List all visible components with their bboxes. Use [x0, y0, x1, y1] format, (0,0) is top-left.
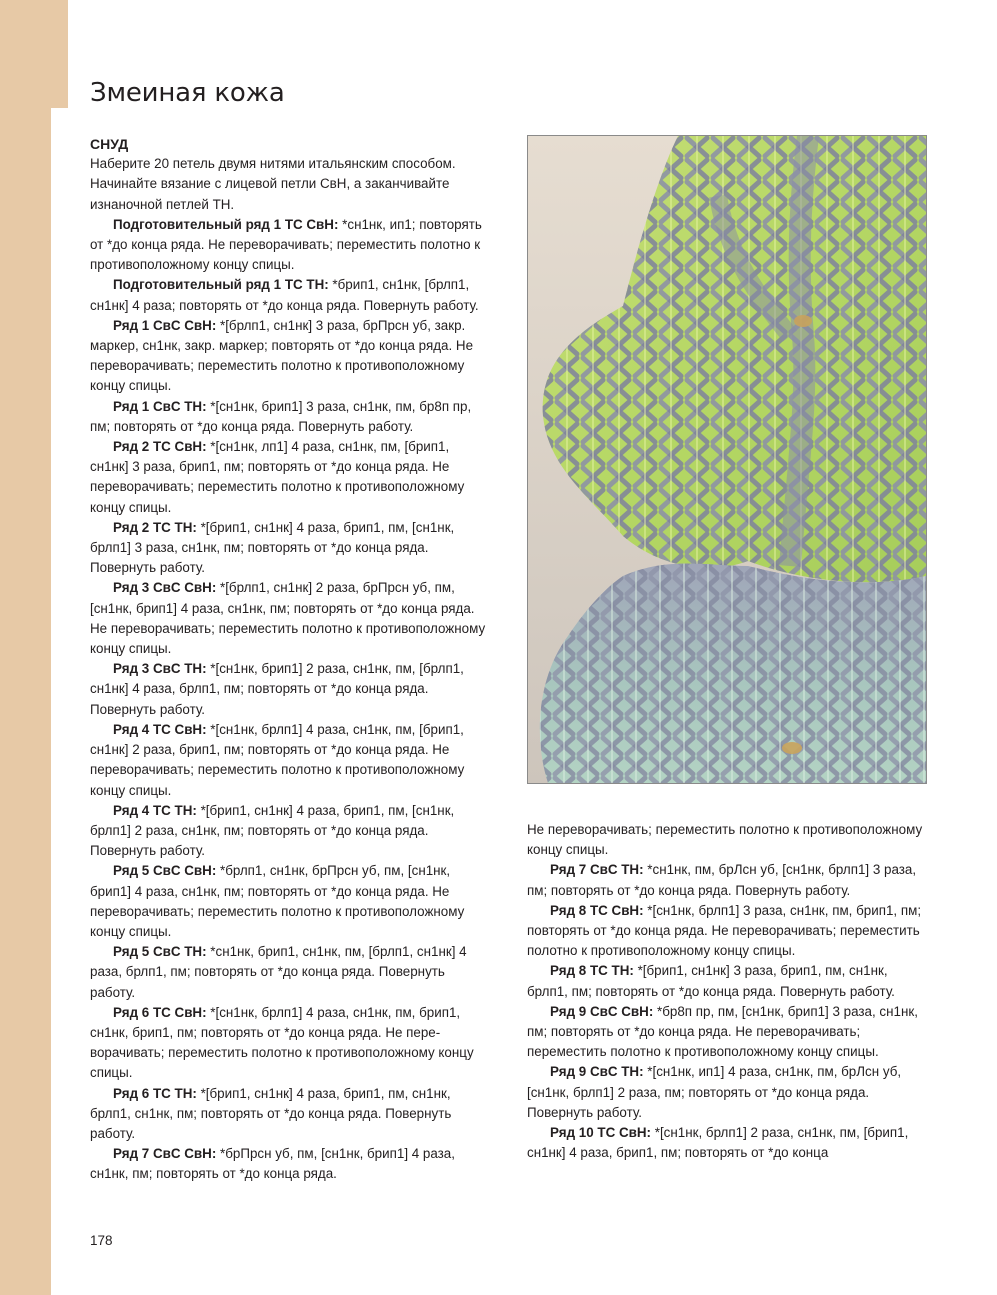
row-text: *[сн1нк, ип1] 4 раза, сн1нк, пм, брЛсн уб, [сн1нк, брлп1] 2 раза, пм; повторять от *до конца ряда. Повернуть работу.	[527, 1064, 902, 1120]
row-text: *[брлп1, сн1нк] 3 раза, брПрсн уб, закр. маркер, сн1нк, закр. маркер; повторять от *до конца ряда. Не переворачивать; переместить полотно к противоположному концу спицы.	[90, 317, 474, 394]
instruction-row	[90, 801, 490, 862]
instruction-row	[90, 1144, 490, 1184]
row-label: Ряд 10 ТС СвН:	[550, 1125, 652, 1141]
instruction-row	[527, 1123, 927, 1163]
instruction-row	[90, 437, 490, 518]
row-label: Ряд 6 ТС СвН:	[113, 1004, 207, 1020]
instruction-row	[90, 518, 490, 579]
row-text: *[сн1нк, брлп1] 3 раза, сн1нк, пм, брип1, пм; повторять от *до конца ряда. Не переворачивать; переместить полотно к противоположному концу спицы.	[527, 902, 922, 959]
row-text: *[брип1, сн1нк] 4 раза, брип1, пм, сн1нк, брлп1, сн1нк, пм; повторять от *до конца ряда. Повернуть работу.	[90, 1085, 452, 1141]
row-label: Ряд 5 СвС СвН:	[113, 863, 217, 879]
row-label: Ряд 1 СвС ТН:	[113, 398, 207, 414]
intro-paragraph: Наберите 20 петель двумя нитями итальянским способом. Начинайте вязание с лицевой петли СвН, а заканчивайте изнаночной петлей ТН.	[90, 156, 456, 212]
instruction-row	[90, 1003, 490, 1084]
continuation-text: Не переворачивать; переместить полотно к противоположному концу спицы.	[527, 822, 923, 858]
row-text: *[сн1нк, брип1] 2 раза, сн1нк, пм, [брлп1, сн1нк] 4 раза, брлп1, пм; повторять от *до конца ряда. Повернуть работу.	[90, 661, 464, 717]
row-text: *[брип1, сн1нк] 4 раза, брип1, пм, [сн1нк, брлп1] 3 раза, сн1нк, пм; повторять от *до конца ряда. Повернуть работу.	[90, 519, 455, 576]
row-text: *[сн1нк, брлп1] 4 раза, сн1нк, пм, [брип1, сн1нк] 2 раза, брип1, пм; повторять от *до конца ряда. Не переворачивать; переместить полотно к противоположному концу спицы.	[90, 721, 465, 798]
instruction-row	[90, 275, 490, 315]
row-label: Ряд 2 ТС СвН:	[113, 439, 207, 455]
instruction-row	[527, 901, 927, 962]
row-label: Ряд 3 СвС ТН:	[113, 661, 207, 677]
row-text: *[сн1нк, брип1] 3 раза, сн1нк, пм, бр8п пр, пм; повторять от *до конца ряда. Повернуть работу.	[90, 398, 472, 434]
row-text: *брлп1, сн1нк, брПрсн уб, пм, [сн1нк, брип1] 4 раза, сн1нк, пм; повторять от *до конца ряда. Не переворачивать; переместить полотно к противоположному концу спицы.	[90, 863, 465, 939]
row-label: Ряд 4 ТС СвН:	[113, 721, 207, 737]
row-label: Ряд 4 ТС ТН:	[113, 802, 197, 818]
instruction-row	[90, 942, 490, 1003]
left-text-column	[90, 134, 490, 1185]
row-label: Ряд 8 ТС ТН:	[550, 963, 634, 979]
instruction-row	[527, 1062, 927, 1123]
page-title: Змеиная кожа	[90, 78, 285, 108]
row-label: Ряд 2 ТС ТН:	[113, 519, 197, 535]
row-text: *сн1нк, пм, брЛсн уб, [сн1нк, брлп1] 3 раза, пм; повторять от *до конца ряда. Повернуть работу.	[527, 862, 917, 898]
instruction-row	[90, 1084, 490, 1145]
row-text: *бр8п пр, пм, [сн1нк, брип1] 3 раза, сн1нк, пм; повторять от *до конца ряда. Не переворачивать; переместить полотно к противоположному концу спицы.	[527, 1003, 918, 1060]
row-label: Ряд 5 СвС ТН:	[113, 944, 207, 960]
instruction-row	[90, 578, 490, 659]
section-heading: СНУД	[90, 136, 129, 152]
row-label: Ряд 6 ТС ТН:	[113, 1085, 197, 1101]
row-text: *сн1нк, брип1, сн1нк, пм, [брлп1, сн1нк] 4 раза, брлп1, пм; повторять от *до конца ряда. Повернуть работу.	[90, 944, 467, 1000]
row-label: Подготовительный ряд 1 ТС СвН:	[113, 216, 339, 232]
page-number: 178	[90, 1233, 113, 1248]
row-label: Ряд 7 СвС СвН:	[113, 1146, 217, 1162]
instruction-row	[527, 961, 927, 1001]
instruction-row	[527, 1002, 927, 1063]
row-text: *[сн1нк, брлп1] 4 раза, сн1нк, пм, брип1, сн1нк, брип1, пм; повторять от *до конца ряда. Не переворачивать; переместить полотно к противоположному концу спицы.	[90, 1004, 474, 1081]
instruction-row	[527, 860, 927, 900]
row-text: *[брип1, сн1нк] 3 раза, брип1, пм, сн1нк, брлп1, пм; повторять от *до конца ряда. Повернуть работу.	[527, 963, 895, 999]
row-text: *[сн1нк, лп1] 4 раза, сн1нк, пм, [брип1, сн1нк] 3 раза, брип1, пм; повторять от *до конца ряда. Не переворачивать; переместить полотно к противоположному концу спицы.	[90, 439, 465, 515]
page-edge-band	[0, 0, 51, 1295]
instruction-row	[90, 720, 490, 801]
row-label: Ряд 9 СвС ТН:	[550, 1064, 644, 1080]
row-label: Ряд 7 СвС ТН:	[550, 862, 644, 878]
row-text: *сн1нк, ип1; повторять от *до конца ряда. Не переворачивать; переместить полотно к противоположному концу спицы.	[90, 216, 482, 273]
row-label: Ряд 1 СвС СвН:	[113, 317, 217, 333]
row-text: *брПрсн уб, пм, [сн1нк, брип1] 4 раза, сн1нк, пм; повторять от *до конца ряда.	[90, 1146, 455, 1182]
instruction-row	[90, 861, 490, 942]
row-text: *[сн1нк, брлп1] 2 раза, сн1нк, пм, [брип1, сн1нк] 4 раза, брип1, пм; повторять от *до конца	[527, 1125, 909, 1161]
row-text: *брип1, сн1нк, [брлп1, сн1нк] 4 раза; повторять от *до конца ряда. Повернуть работу.	[90, 277, 479, 313]
instruction-row	[90, 397, 490, 437]
knitted-snood-photo	[527, 135, 927, 784]
title-accent-band	[51, 0, 68, 108]
row-text: *[брлп1, сн1нк] 2 раза, брПрсн уб, пм, [сн1нк, брип1] 4 раза, сн1нк, пм; повторять от *до конца ряда. Не переворачивать; переместить полотно к противоположному концу спицы.	[90, 580, 486, 657]
right-text-column	[527, 820, 927, 1163]
brioche-knit-illustration	[528, 136, 926, 783]
instruction-row	[90, 316, 490, 397]
row-label: Ряд 8 ТС СвН:	[550, 902, 644, 918]
row-label: Ряд 3 СвС СвН:	[113, 580, 217, 596]
instruction-row	[90, 215, 490, 276]
row-label: Подготовительный ряд 1 ТС ТН:	[113, 277, 329, 293]
row-text: *[брип1, сн1нк] 4 раза, брип1, пм, [сн1нк, брлп1] 2 раза, сн1нк, пм; повторять от *до конца ряда. Повернуть работу.	[90, 802, 455, 859]
row-label: Ряд 9 СвС СвН:	[550, 1003, 654, 1019]
instruction-row	[90, 659, 490, 720]
